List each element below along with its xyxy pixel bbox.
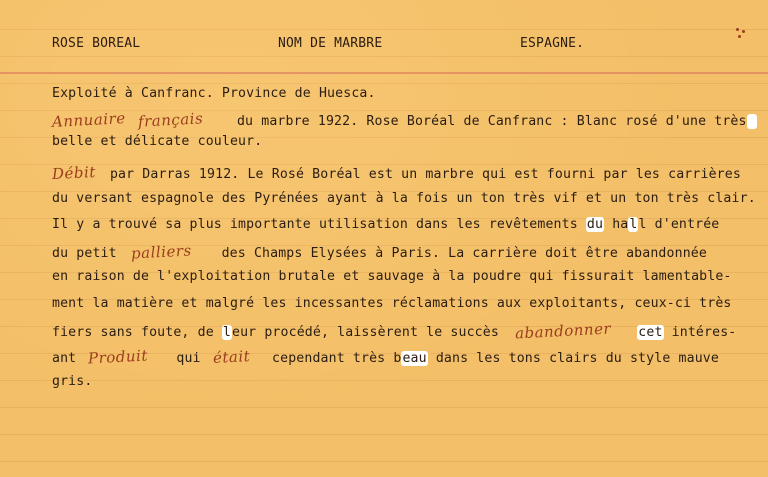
correction-patch (747, 114, 757, 129)
text-segment: cependant très b (272, 351, 402, 366)
card-category: NOM DE MARBRE (278, 36, 383, 51)
handwritten-annotation: Annuaire (51, 109, 127, 131)
correction-patch: du (586, 217, 604, 232)
text-line-2 (52, 111, 757, 129)
text-line-6 (52, 217, 719, 232)
text-segment: Il y a trouvé sa plus importante utilisation dans les revêtements (52, 217, 586, 232)
text-segment: des Champs Elysées à Paris. La carrière doit être abandonnée (221, 246, 707, 261)
card-country: ESPAGNE. (520, 36, 585, 51)
text-segment: l d'entrée (638, 217, 720, 232)
correction-patch: l (222, 325, 231, 340)
text-line-10 (52, 319, 737, 343)
text-line-1: Exploité à Canfranc. Province de Huesca. (52, 86, 376, 101)
text-segment: dans les tons clairs du style mauve (427, 351, 719, 366)
text-segment: ant (52, 351, 77, 366)
text-segment: qui (176, 351, 201, 366)
text-segment: eur procédé, laissèrent le succès (231, 325, 499, 340)
handwritten-annotation: palliers (130, 241, 192, 263)
handwritten-annotation: était (212, 347, 251, 367)
text-line-11 (52, 348, 719, 366)
text-line-4 (52, 164, 741, 182)
handwritten-annotation: abandonner (514, 319, 612, 343)
text-line-9: ment la matière et malgré les incessantes réclamations aux exploitants, ceux-ci très (52, 296, 732, 311)
card-title: ROSE BOREAL (52, 36, 141, 51)
text-segment: du marbre 1922. Rose Boréal de Canfranc : Blanc rosé d'une très (236, 114, 747, 129)
corner-ink-mark (734, 26, 748, 40)
text-line-5: du versant espagnole des Pyrénées ayant à la fois un ton très vif et un ton très clair. (52, 191, 756, 206)
text-line-7 (52, 243, 707, 261)
text-line-8: en raison de l'exploitation brutale et sauvage à la poudre qui fissurait lamentable- (52, 269, 732, 284)
text-segment: par Darras 1912. Le Rosé Boréal est un marbre qui est fourni par les carrières (109, 167, 741, 182)
text-segment: intéres- (663, 325, 737, 340)
correction-patch: l (629, 217, 638, 232)
correction-patch: cet (638, 325, 663, 340)
text-segment: fiers sans foute, de (52, 325, 222, 340)
correction-patch: eau (402, 351, 427, 366)
header-rule (0, 72, 768, 74)
handwritten-annotation: Produit (87, 346, 149, 368)
handwritten-annotation: français (137, 109, 204, 131)
text-segment: du petit (52, 246, 117, 261)
text-segment: ha (604, 217, 629, 232)
handwritten-annotation: Débit (51, 162, 97, 184)
text-line-12: gris. (52, 374, 93, 389)
text-line-3: belle et délicate couleur. (52, 134, 263, 149)
